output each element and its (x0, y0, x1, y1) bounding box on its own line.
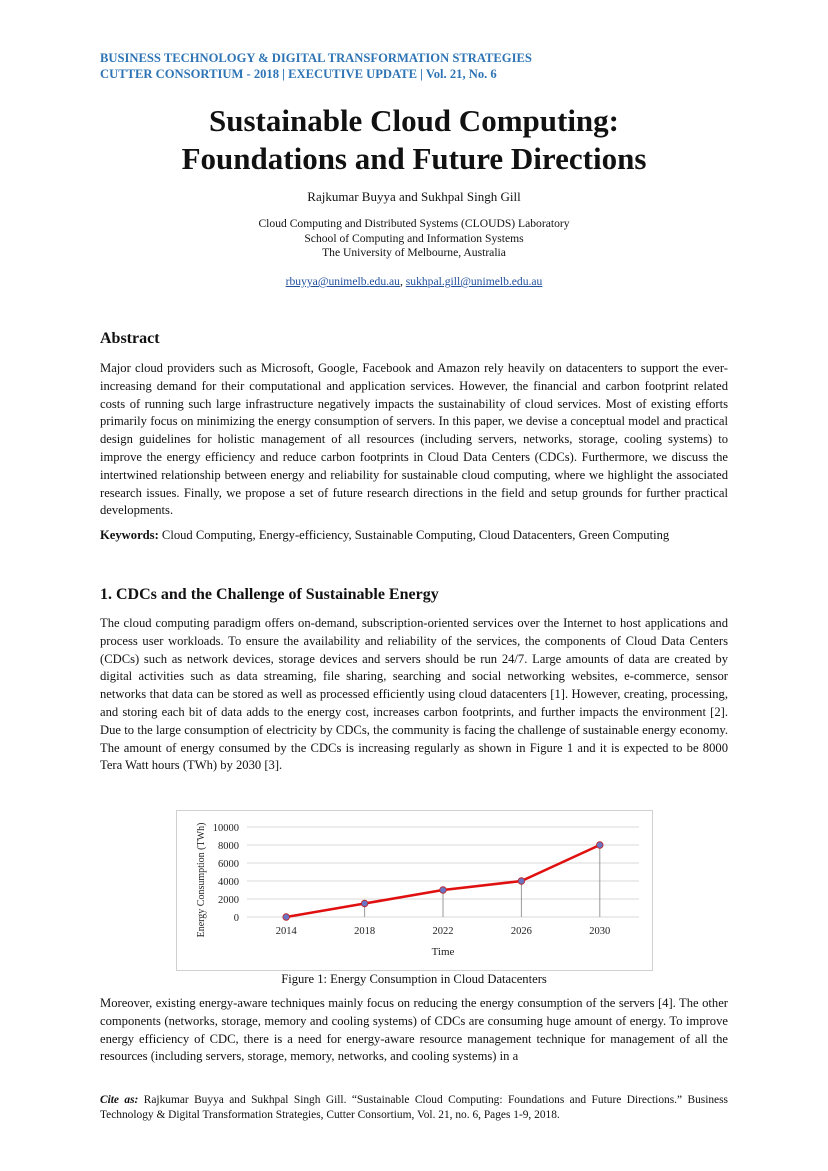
x-tick-label: 2030 (589, 926, 611, 937)
section-1-heading: 1. CDCs and the Challenge of Sustainable Energy (100, 586, 439, 603)
x-tick-label: 2026 (510, 926, 532, 937)
title-line-1: Sustainable Cloud Computing: (208, 103, 619, 138)
paragraph-moreover: Moreover, existing energy-aware techniques mainly focus on reducing the energy consumption of the servers [4]. The other components (networks, storage, memory and cooling systems) of CDCs are consuming huge amount of energy. To improve energy efficiency of CDC, there is a need for energy-aware resource management technique for management of all the resources (including servers, storage, memory, networks, and cooling systems) in a (100, 996, 728, 1064)
author-emails (0, 275, 828, 288)
affiliation-line-3: The University of Melbourne, Australia (322, 246, 506, 260)
y-axis-label: Energy Consumption (TWh) (196, 822, 207, 938)
keywords (100, 527, 728, 545)
data-point (361, 900, 368, 907)
y-tick-label: 10000 (212, 823, 239, 834)
keywords-label: Keywords: (100, 528, 159, 542)
energy-line-chart (177, 811, 652, 970)
email-link-buyya[interactable]: rbuyya@unimelb.edu.au (285, 275, 400, 288)
header-line-1: BUSINESS TECHNOLOGY & DIGITAL TRANSFORMATION STRATEGIES (100, 51, 532, 65)
figure-1-chart (176, 810, 653, 971)
y-tick-label: 2000 (218, 895, 239, 906)
y-tick-label: 8000 (218, 841, 239, 852)
email-separator: , (399, 275, 406, 288)
data-point (597, 842, 604, 849)
data-point (440, 887, 447, 894)
cite-text: Rajkumar Buyya and Sukhpal Singh Gill. “Sustainable Cloud Computing: Foundations and Future Directions.” Business Technology & Digital Transformation Strategies, Cutter Consortium, Vol. 21, no. 6, Pages 1-9, 2018. (100, 1094, 728, 1121)
journal-header (100, 50, 532, 82)
paper-title (0, 102, 828, 178)
title-line-2: Foundations and Future Directions (181, 141, 647, 176)
affiliation (0, 217, 828, 261)
x-axis-label: Time (431, 946, 455, 958)
y-tick-label: 6000 (218, 859, 239, 870)
abstract-text: Major cloud providers such as Microsoft, Google, Facebook and Amazon rely heavily on datacenters to support the ever-increasing demand for their computational and application services. However, the financial and carbon footprint related costs of running such large infrastructure negatively impacts the sustainability of cloud services. Most of existing efforts primarily focus on minimizing the energy consumption of servers. In this paper, we devise a conceptual model and practical design guidelines for holistic management of all resources (including servers, networks, storage, cooling systems) to improve the energy efficiency and reduce carbon footprints in Cloud Data Centers (CDCs). Furthermore, we discuss the intertwined relationship between energy and reliability for sustainable cloud computing, where we highlight the associated research issues. Finally, we propose a set of future research directions in the field and setup grounds for further practical developments. (100, 361, 728, 518)
data-point (283, 914, 290, 921)
y-tick-label: 4000 (218, 877, 239, 888)
section-1-text: The cloud computing paradigm offers on-demand, subscription-oriented services over the Internet to host applications and process user workloads. To ensure the availability and reliability of the services, the components of Cloud Data Centers (CDCs) such as network devices, storage devices and servers should be run 24/7. Large amounts of data are created by digital activities such as data streaming, file sharing, searching and social networking websites, e-commerce, sensor networks that data can be stored as well as processed efficiently using cloud datacenters [1]. However, creating, processing, and storing each bit of data adds to the energy cost, increases carbon footprints, and further impacts the environment [2]. Due to the large consumption of electricity by CDCs, the community is facing the challenge of sustainable energy economy. The amount of energy consumed by the CDCs is increasing regularly as shown in Figure 1 and it is expected to be 8000 Tera Watt hours (TWh) by 2030 [3]. (100, 616, 728, 773)
affiliation-line-1: Cloud Computing and Distributed Systems (CLOUDS) Laboratory (258, 217, 570, 230)
data-point (518, 878, 525, 885)
x-tick-label: 2022 (432, 926, 454, 937)
abstract-heading: Abstract (100, 330, 160, 347)
email-link-gill[interactable]: sukhpal.gill@unimelb.edu.au (405, 275, 543, 288)
figure-1-caption: Figure 1: Energy Consumption in Cloud Datacenters (281, 972, 547, 986)
header-line-2: CUTTER CONSORTIUM - 2018 | EXECUTIVE UPDATE | Vol. 21, No. 6 (100, 67, 497, 81)
keywords-text: Cloud Computing, Energy-efficiency, Sustainable Computing, Cloud Datacenters, Green Computing (158, 528, 670, 542)
cite-label: Cite as: (100, 1094, 139, 1106)
citation (100, 1093, 728, 1122)
x-tick-label: 2014 (275, 926, 297, 937)
authors: Rajkumar Buyya and Sukhpal Singh Gill (307, 189, 521, 204)
y-tick-label: 0 (233, 913, 239, 924)
x-tick-label: 2018 (354, 926, 376, 937)
affiliation-line-2: School of Computing and Information Systems (304, 231, 524, 245)
